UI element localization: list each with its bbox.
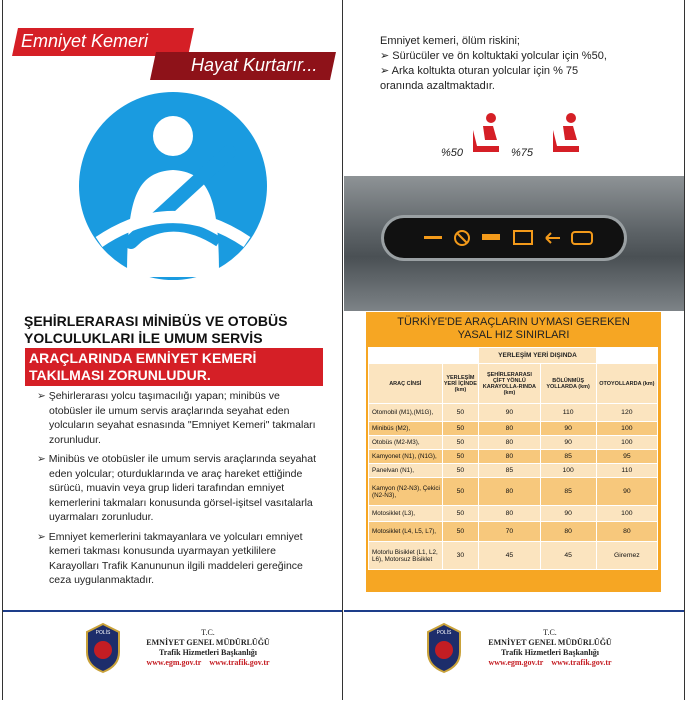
table-row bbox=[369, 464, 658, 478]
bullet-1: ➢ Şehirlerarası yolcu taşımacılığı yapan; minibüs ve otobüsler ile umum servis araçlarında seyahat eden yolcuların seyahat esnasında "Emniyet Kemeri" takmaları zorunludur. bbox=[37, 390, 316, 446]
row-value: 85 bbox=[540, 478, 596, 506]
trafik-link[interactable]: www.trafik.gov.tr bbox=[551, 658, 612, 667]
row-label: Kamyonet (N1), (N1G), bbox=[369, 450, 443, 464]
row-value: 30 bbox=[442, 542, 479, 570]
intro-text: Emniyet kemeri, ölüm riskini; ➢ Sürücüler ve ön koltuktaki yolcular için %50, ➢ Arka koltukta oturan yolcular için % 75 oranında azaltmaktadır. bbox=[380, 35, 607, 92]
row-value: 95 bbox=[596, 450, 657, 464]
row-value: 45 bbox=[540, 542, 596, 570]
row-value: 90 bbox=[479, 404, 540, 422]
row-value: 80 bbox=[479, 506, 540, 522]
footer-line bbox=[344, 610, 685, 612]
row-value: 45 bbox=[479, 542, 540, 570]
bullet-2: ➢ Minibüs ve otobüsler ile umum servis araçlarında seyahat eden yolcular; oturduklarında ve araç hareket ettiğinde sürücü, muavin veya grup lideri tarafından emniyet kemerlerini takmaları konusunda görsel-işitsel vasıtalarla uyarmaları zorunludur. bbox=[37, 453, 317, 523]
footer-tc: T.C. bbox=[543, 628, 557, 637]
row-value: 50 bbox=[442, 436, 479, 450]
col-intercity: ŞEHİRLERARASI ÇİFT YÖNLÜ KARAYOLLA-RINDA (km) bbox=[479, 364, 540, 404]
table-row bbox=[369, 542, 658, 570]
group-header: YERLEŞİM YERİ DIŞINDA bbox=[479, 348, 596, 364]
svg-text:POLİS: POLİS bbox=[95, 630, 111, 636]
speed-limits-table bbox=[368, 347, 658, 570]
seat-person-icon-1 bbox=[469, 112, 505, 154]
row-value: 100 bbox=[596, 422, 657, 436]
row-label: Otomobil (M1),(M1G), bbox=[369, 404, 443, 422]
row-value: 90 bbox=[540, 422, 596, 436]
row-value: 50 bbox=[442, 478, 479, 506]
panel-icons bbox=[384, 218, 624, 258]
row-value: 100 bbox=[540, 464, 596, 478]
row-value: 50 bbox=[442, 422, 479, 436]
row-value: 90 bbox=[540, 506, 596, 522]
bullet-list bbox=[37, 389, 319, 593]
row-label: Kamyon (N2-N3), Çekici (N2-N3), bbox=[369, 478, 443, 506]
row-value: 100 bbox=[596, 436, 657, 450]
row-value: 85 bbox=[479, 464, 540, 478]
row-value: 110 bbox=[596, 464, 657, 478]
row-value: 50 bbox=[442, 522, 479, 542]
banner-title-2: Hayat Kurtarır... bbox=[191, 55, 318, 75]
footer-line bbox=[3, 610, 343, 612]
row-value: 100 bbox=[596, 506, 657, 522]
row-value: 90 bbox=[596, 478, 657, 506]
col-urban: YERLEŞİM YERİ İÇİNDE (km) bbox=[442, 364, 479, 404]
seat-person-icon-2 bbox=[549, 112, 585, 154]
row-label: Motorlu Bisiklet (L1, L2, L6), Motorsuz Bisiklet bbox=[369, 542, 443, 570]
police-emblem-icon bbox=[424, 622, 464, 674]
bus-signal-panel bbox=[384, 218, 624, 258]
egm-link[interactable]: www.egm.gov.tr bbox=[488, 658, 544, 667]
row-value: 110 bbox=[540, 404, 596, 422]
row-value: Giremez bbox=[596, 542, 657, 570]
row-label: Minibüs (M2), bbox=[369, 422, 443, 436]
col-motorway: OTOYOLLARDA (km) bbox=[596, 364, 657, 404]
row-value: 70 bbox=[479, 522, 540, 542]
pct-75: %75 bbox=[511, 147, 534, 159]
footer-dept: Trafik Hizmetleri Başkanlığı bbox=[158, 648, 258, 657]
table-row bbox=[369, 478, 658, 506]
trafik-link[interactable]: www.trafik.gov.tr bbox=[209, 658, 270, 667]
table-row bbox=[369, 522, 658, 542]
row-value: 80 bbox=[479, 478, 540, 506]
headline-black: ŞEHİRLERARASI MİNİBÜS VE OTOBÜS YOLCULUKLARI İLE UMUM SERVİS bbox=[24, 313, 288, 346]
seatbelt-person-icon bbox=[79, 92, 267, 280]
seatbelt-circle bbox=[79, 92, 267, 280]
row-label: Motosiklet (L4, L5, L7), bbox=[369, 522, 443, 542]
police-emblem-icon bbox=[83, 622, 123, 674]
svg-text:POLİS: POLİS bbox=[436, 630, 452, 636]
banner-title-1: Emniyet Kemeri bbox=[21, 31, 149, 51]
row-value: 50 bbox=[442, 464, 479, 478]
table-title: TÜRKİYE'DE ARAÇLARIN UYMASI GEREKEN YASAL HIZ SINIRLARI bbox=[397, 316, 630, 341]
row-value: 80 bbox=[479, 422, 540, 436]
row-value: 80 bbox=[479, 436, 540, 450]
row-value: 50 bbox=[442, 506, 479, 522]
arrow-icon: ➢ bbox=[380, 50, 393, 62]
row-value: 120 bbox=[596, 404, 657, 422]
arrow-icon: ➢ bbox=[37, 453, 49, 465]
col-vehicle: ARAÇ CİNSİ bbox=[369, 364, 443, 404]
headline-red: ARAÇLARINDA EMNİYET KEMERİ TAKILMASI ZORUNLUDUR. bbox=[25, 348, 323, 386]
footer-dept: Trafik Hizmetleri Başkanlığı bbox=[500, 648, 600, 657]
row-label: Otobüs (M2-M3), bbox=[369, 436, 443, 450]
row-value: 80 bbox=[479, 450, 540, 464]
footer-tc: T.C. bbox=[201, 628, 215, 637]
right-page bbox=[344, 0, 685, 700]
table-row bbox=[369, 404, 658, 422]
row-value: 90 bbox=[540, 436, 596, 450]
row-label: Motosiklet (L3), bbox=[369, 506, 443, 522]
arrow-icon: ➢ bbox=[37, 390, 49, 402]
row-label: Panelvan (N1), bbox=[369, 464, 443, 478]
left-page bbox=[2, 0, 343, 700]
row-value: 80 bbox=[596, 522, 657, 542]
pct-50: %50 bbox=[441, 147, 464, 159]
col-divided: BÖLÜNMÜŞ YOLLARDA (km) bbox=[540, 364, 596, 404]
table-row bbox=[369, 506, 658, 522]
row-value: 80 bbox=[540, 522, 596, 542]
footer-org: EMNİYET GENEL MÜDÜRLÜĞÜ bbox=[488, 638, 612, 647]
egm-link[interactable]: www.egm.gov.tr bbox=[146, 658, 202, 667]
row-value: 50 bbox=[442, 450, 479, 464]
row-value: 85 bbox=[540, 450, 596, 464]
row-value: 50 bbox=[442, 404, 479, 422]
footer-text bbox=[128, 628, 288, 668]
footer-text bbox=[470, 628, 630, 668]
bullet-3: ➢ Emniyet kemerlerini takmayanlara ve yolcuları emniyet kemeri takması konusunda uyarmayan yetkililere Karayolları Trafik Kanununun ilgili maddeleri gereğince ceza uygulanmaktadır. bbox=[37, 530, 303, 586]
table-row bbox=[369, 450, 658, 464]
footer-org: EMNİYET GENEL MÜDÜRLÜĞÜ bbox=[146, 638, 270, 647]
table-row bbox=[369, 422, 658, 436]
arrow-icon: ➢ bbox=[380, 65, 392, 77]
table-row bbox=[369, 436, 658, 450]
arrow-icon: ➢ bbox=[37, 530, 49, 543]
